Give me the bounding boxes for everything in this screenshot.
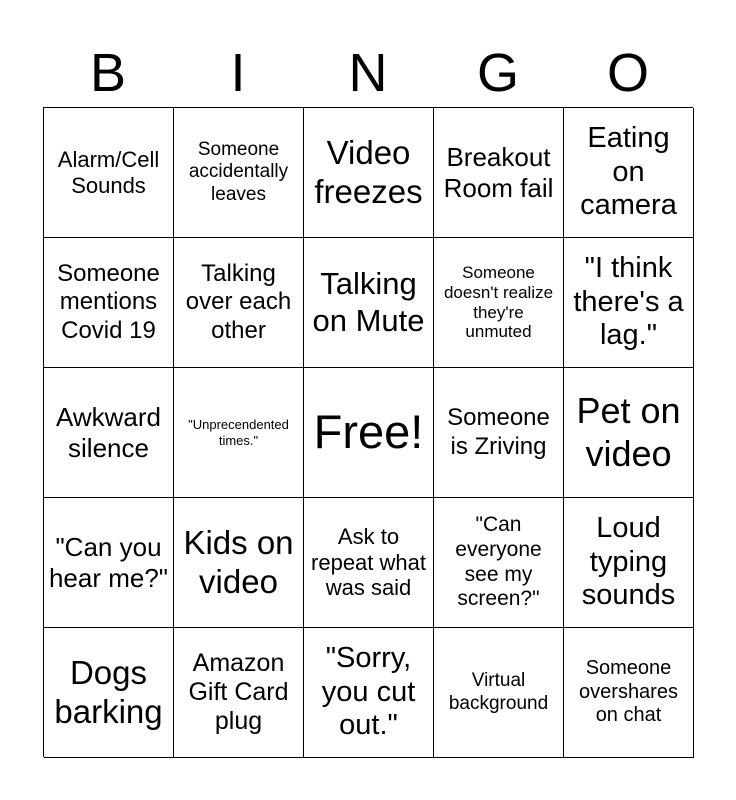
header-letter-b: B bbox=[89, 43, 127, 103]
bingo-cell[interactable]: Eating on camera bbox=[564, 108, 694, 238]
bingo-cell[interactable]: Talking on Mute bbox=[304, 238, 434, 368]
free-space[interactable]: Free! bbox=[304, 368, 434, 498]
bingo-cell[interactable]: Someone doesn't realize they're unmuted bbox=[434, 238, 564, 368]
header-letter-g: G bbox=[476, 43, 519, 103]
bingo-cell[interactable]: Ask to repeat what was said bbox=[304, 498, 434, 628]
bingo-cell[interactable]: Video freezes bbox=[304, 108, 434, 238]
bingo-header bbox=[43, 40, 693, 106]
bingo-cell[interactable]: Kids on video bbox=[174, 498, 304, 628]
bingo-cell[interactable]: Amazon Gift Card plug bbox=[174, 628, 304, 758]
bingo-board bbox=[43, 107, 693, 757]
bingo-cell[interactable]: Dogs barking bbox=[44, 628, 174, 758]
bingo-cell[interactable]: Someone is Zriving bbox=[434, 368, 564, 498]
bingo-cell[interactable]: "Unprecendented times." bbox=[174, 368, 304, 498]
bingo-cell[interactable]: Talking over each other bbox=[174, 238, 304, 368]
bingo-cell[interactable]: Awkward silence bbox=[44, 368, 174, 498]
bingo-cell[interactable]: Someone accidentally leaves bbox=[174, 108, 304, 238]
bingo-cell[interactable]: "Sorry, you cut out." bbox=[304, 628, 434, 758]
bingo-cell[interactable]: Someone mentions Covid 19 bbox=[44, 238, 174, 368]
bingo-cell[interactable]: Virtual background bbox=[434, 628, 564, 758]
bingo-cell[interactable]: Breakout Room fail bbox=[434, 108, 564, 238]
header-letter-i: I bbox=[230, 43, 246, 103]
header-letter-n: N bbox=[348, 43, 388, 103]
bingo-cell[interactable]: Someone overshares on chat bbox=[564, 628, 694, 758]
bingo-cell[interactable]: Pet on video bbox=[564, 368, 694, 498]
bingo-cell[interactable]: "Can everyone see my screen?" bbox=[434, 498, 564, 628]
bingo-cell[interactable]: Alarm/Cell Sounds bbox=[44, 108, 174, 238]
bingo-cell[interactable]: Loud typing sounds bbox=[564, 498, 694, 628]
bingo-cell[interactable]: "Can you hear me?" bbox=[44, 498, 174, 628]
header-letter-o: O bbox=[606, 43, 649, 103]
bingo-cell[interactable]: "I think there's a lag." bbox=[564, 238, 694, 368]
